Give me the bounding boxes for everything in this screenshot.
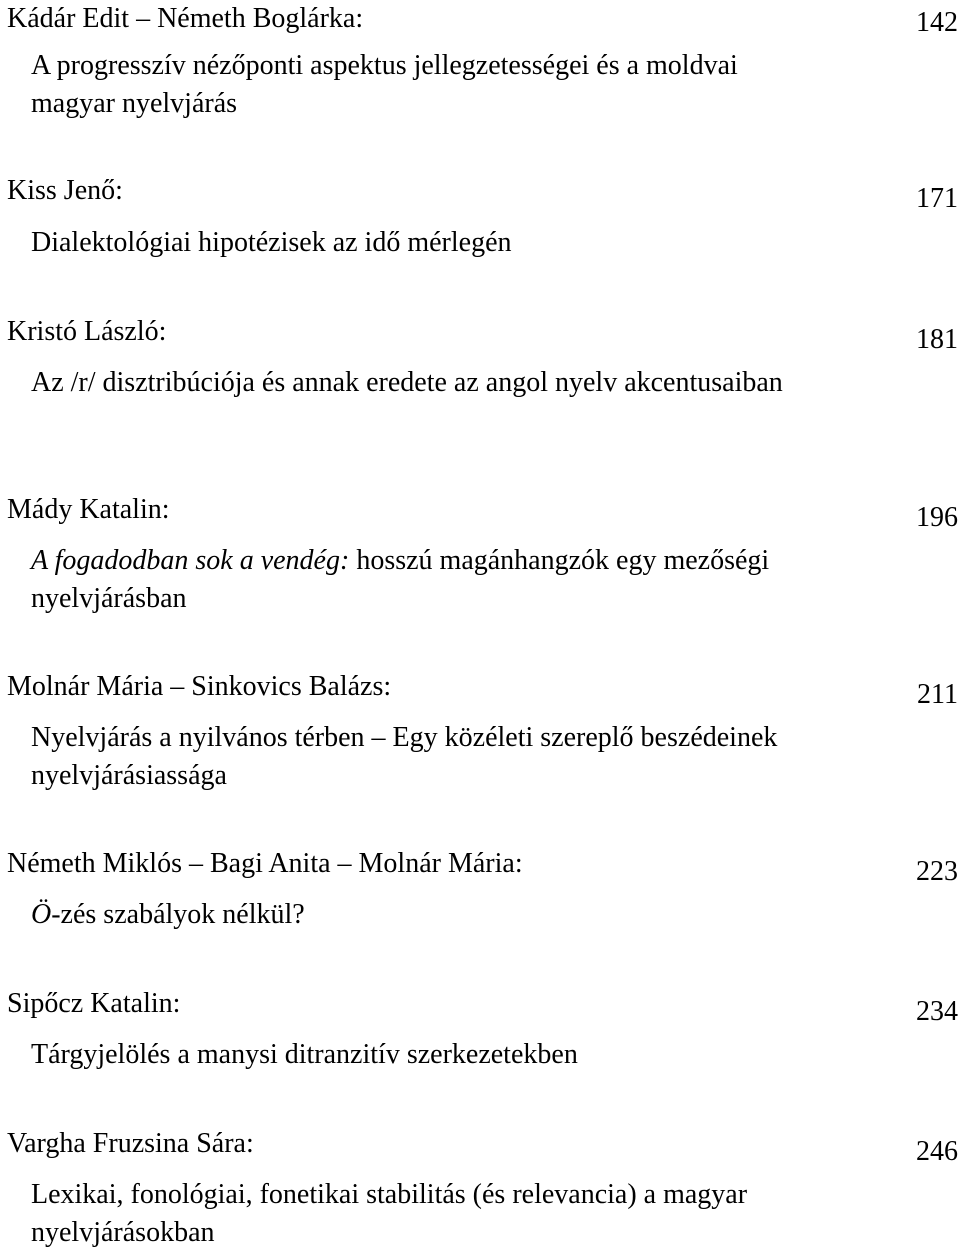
entry-title: Lexikai, fonológiai, fonetikai stabilitás (és relevancia) a magyar nyelvjárásokban: [31, 1179, 748, 1248]
entry-author: Kristó László:: [7, 316, 167, 347]
entry-page-number: 181: [916, 324, 958, 355]
entry-title: Az /r/ disztribúciója és annak eredete az angol nyelv akcentusaiban: [31, 367, 783, 398]
entry-author: Kádár Edit – Németh Boglárka:: [7, 3, 364, 34]
entry-page-number: 234: [916, 996, 958, 1027]
entry-page-number: 223: [916, 856, 958, 887]
entry-title: Ö-zés szabályok nélkül?: [31, 899, 305, 930]
entry-title: A progresszív nézőponti aspektus jellegzetességei és a moldvai magyar nyelvjárás: [31, 50, 738, 119]
entry-title: A fogadodban sok a vendég: hosszú magánhangzók egy mezőségi nyelvjárásban: [31, 545, 770, 614]
entry-page-number: 246: [916, 1136, 958, 1167]
entry-page-number: 211: [917, 679, 958, 710]
entry-author: Mády Katalin:: [7, 494, 170, 525]
entry-page-number: 171: [916, 183, 958, 214]
entry-title: Tárgyjelölés a manysi ditranzitív szerkezetekben: [31, 1039, 578, 1070]
entry-author: Kiss Jenő:: [7, 175, 123, 206]
entry-author: Molnár Mária – Sinkovics Balázs:: [7, 671, 392, 702]
entry-author: Vargha Fruzsina Sára:: [7, 1128, 254, 1159]
entry-title: Dialektológiai hipotézisek az idő mérlegén: [31, 227, 512, 258]
entry-page-number: 142: [916, 7, 958, 38]
entry-title: Nyelvjárás a nyilvános térben – Egy közéleti szereplő beszédeinek nyelvjárásiassága: [31, 722, 778, 791]
entry-author: Sipőcz Katalin:: [7, 988, 181, 1019]
entry-page-number: 196: [916, 502, 958, 533]
entry-author: Németh Miklós – Bagi Anita – Molnár Mária:: [7, 848, 523, 879]
